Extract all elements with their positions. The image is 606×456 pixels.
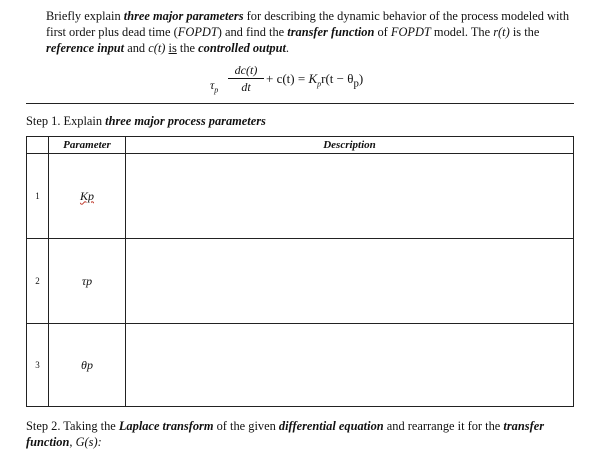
intro-is: is <box>168 41 177 55</box>
fopdt-equation <box>200 60 440 100</box>
step2-text: , <box>69 435 76 449</box>
step2-heading <box>26 418 582 450</box>
parameter-tau-p: τp <box>81 273 93 288</box>
table-row <box>27 324 574 407</box>
row-parameter <box>49 154 126 239</box>
intro-emph-reference-input: reference input <box>46 41 125 55</box>
step2-emph-transfer-function: transfer function <box>26 419 545 449</box>
gain-subscript: p <box>317 79 322 89</box>
step2-emph-differential-equation: differential equation <box>278 419 384 433</box>
intro-text: and <box>124 41 149 55</box>
intro-text: of <box>374 25 391 39</box>
step2-text: Step 2. Taking the <box>26 419 119 433</box>
intro-emph-transfer-function: transfer function <box>287 25 375 39</box>
equation-part: r(t − θ <box>321 71 354 86</box>
row-number: 1 <box>27 154 49 239</box>
step1-text: Step 1. Explain <box>26 114 106 128</box>
intro-fopdt: FOPDT <box>177 25 218 39</box>
intro-text: Briefly explain <box>46 9 124 23</box>
intro-text: the <box>176 41 199 55</box>
step2-text: of the given <box>213 419 279 433</box>
table-header-row <box>27 137 574 154</box>
intro-paragraph <box>46 8 586 56</box>
intro-ct: c(t) <box>148 41 166 55</box>
row-description-cell[interactable] <box>126 324 574 407</box>
equation-rhs <box>266 71 363 90</box>
derivative-fraction <box>228 63 264 94</box>
intro-rt: r(t) <box>493 25 510 39</box>
header-description: Description <box>126 137 574 154</box>
row-description-cell[interactable] <box>126 239 574 324</box>
theta-subscript: p <box>353 77 359 90</box>
intro-fopdt: FOPDT <box>390 25 431 39</box>
row-parameter <box>49 239 126 324</box>
step2-emph-laplace: Laplace transform <box>118 419 214 433</box>
parameter-table <box>26 136 574 407</box>
row-parameter <box>49 324 126 407</box>
parameter-kp: Kp <box>79 188 94 203</box>
intro-text: is the <box>509 25 540 39</box>
step1-emph: three major process parameters <box>105 114 266 128</box>
row-number: 3 <box>27 324 49 407</box>
parameter-theta-p: θp <box>81 357 93 372</box>
tau-symbol: τ <box>210 78 215 92</box>
intro-text: for describing the dynamic behavior of the process modeled with first order plus dead time ( <box>46 9 570 39</box>
section-divider <box>26 103 574 104</box>
header-parameter: Parameter <box>49 137 126 154</box>
intro-text: . <box>285 41 290 55</box>
header-number-cell <box>27 137 49 154</box>
step2-text: and rearrange it for the <box>383 419 504 433</box>
fraction-bar <box>228 78 264 79</box>
step2-gs: G(s): <box>75 435 102 449</box>
intro-emph-controlled-output: controlled output <box>198 41 286 55</box>
table-row <box>27 239 574 324</box>
row-description-cell[interactable] <box>126 154 574 239</box>
equation-part: + c(t) = <box>266 71 309 86</box>
intro-emph-parameters: three major parameters <box>123 9 244 23</box>
table-row <box>27 154 574 239</box>
equation-tau <box>210 78 218 94</box>
step1-heading <box>26 114 266 129</box>
gain-symbol: K <box>308 71 318 86</box>
row-number: 2 <box>27 239 49 324</box>
intro-text: ) and find the <box>217 25 288 39</box>
tau-subscript: p <box>214 85 219 95</box>
fraction-denominator: dt <box>241 80 251 94</box>
intro-text: model. The <box>430 25 494 39</box>
fraction-numerator: dc(t) <box>234 63 258 77</box>
equation-part: ) <box>358 71 364 86</box>
